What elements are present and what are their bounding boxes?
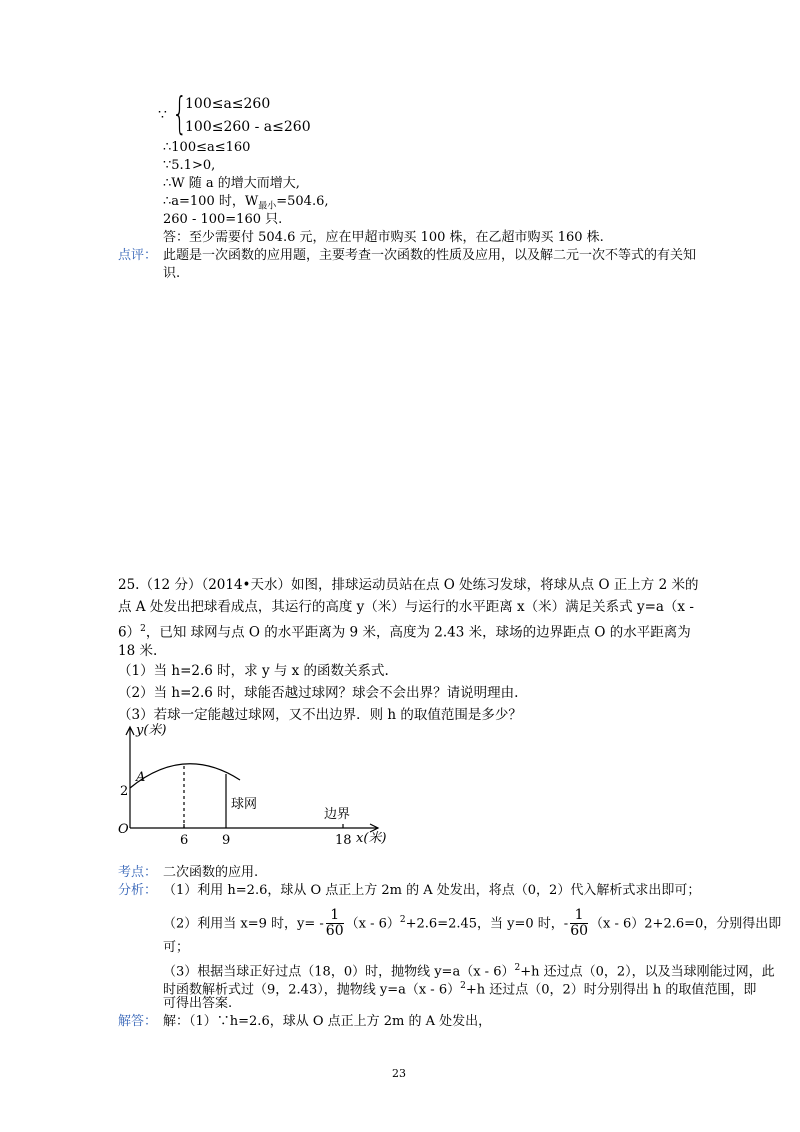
- origin-label: O: [118, 822, 129, 837]
- y-tick-label-2: 2: [120, 784, 129, 799]
- problem-line-2: 点 A 处发出把球看成点，其运行的高度 y（米）与运行的水平距离 x（米）满足关系式 y=a（x -: [118, 599, 694, 615]
- fraction-1-60-b: [570, 908, 588, 939]
- problem-line-4: 18 米.: [118, 643, 158, 659]
- y-axis-arrow: [126, 727, 134, 735]
- problem-line3-post: ，已知 球网与点 O 的水平距离为 9 米，高度为 2.43 米，球场的边界距点 O 的水平距离为: [145, 624, 691, 641]
- p3-a: （3）根据当球正好过点（18，0）时，抛物线 y=a（x - 6）: [163, 964, 515, 980]
- p2-d: （x - 6）2+2.6=0，分别得出即: [590, 916, 782, 932]
- x-axis-label: x(米): [356, 831, 387, 846]
- p2-c: +2.6=2.45，当 y=0 时，-: [405, 916, 569, 932]
- analysis-part-2-end: 可；: [163, 940, 190, 955]
- comment-label: 点评：: [118, 248, 158, 263]
- analysis-part-1: （1）利用 h=2.6，球从 O 点正上方 2m 的 A 处发出，将点（0，2）代入解析式求出即可；: [163, 883, 701, 898]
- solution-line-1: ∴100≤a≤160: [163, 140, 251, 155]
- line4-pre: ∴a=100 时，W: [163, 194, 259, 209]
- because-symbol: ∵: [158, 107, 167, 123]
- p3-b: +h 还过点（0，2），以及当球刚能过网，此: [520, 964, 775, 980]
- question-3: （3）若球一定能越过球网，又不出边界．则 h 的取值范围是多少？: [118, 707, 522, 723]
- trajectory-curve: [130, 764, 240, 788]
- question-2: （2）当 h=2.6 时，球能否越过球网？球会不会出界？请说明理由.: [118, 685, 519, 701]
- kaodian-text: 二次函数的应用.: [163, 865, 259, 880]
- line4-sub: 最小: [258, 201, 277, 212]
- fraction-1-60-a: [326, 908, 344, 939]
- solution-line-2: ∵5.1>0,: [163, 158, 216, 173]
- p2-sup: 2: [399, 915, 406, 925]
- p3-d: +h 还过点（0，2）时分别得出 h 的取值范围，即: [465, 982, 757, 998]
- y-axis-label: y(米): [136, 723, 167, 738]
- frac-num-a: 1: [326, 908, 344, 924]
- p3-sup1: 2: [514, 963, 521, 973]
- jieda-text: 解：（1）∵h=2.6，球从 O 点正上方 2m 的 A 处发出，: [163, 1014, 492, 1029]
- solution-line-5: 260 - 100=160 只.: [163, 212, 283, 227]
- kaodian-label: 考点：: [118, 865, 158, 880]
- point-a-label: A: [136, 770, 146, 785]
- comment-line-1: 此题是一次函数的应用题，主要考查一次函数的性质及应用，以及解二元一次不等式的有关知: [163, 248, 697, 263]
- analysis-part-2: [163, 904, 781, 940]
- x-tick-label-18: 18: [335, 833, 352, 848]
- frac-den-b: 60: [570, 923, 589, 940]
- fenxi-label: 分析：: [118, 883, 158, 898]
- net-label: 球网: [231, 797, 258, 812]
- jieda-label: 解答：: [118, 1014, 158, 1029]
- inequality-line-2: 100≤260 - a≤260: [185, 119, 311, 135]
- analysis-part-3-line3: 可得出答案.: [163, 996, 233, 1011]
- x-tick-label-9: 9: [222, 833, 231, 848]
- p3-sup2: 2: [460, 981, 466, 991]
- frac-den-a: 60: [325, 923, 344, 940]
- problem-line-1: 25.（12 分）（2014•天水）如图，排球运动员站在点 O 处练习发球，将球从点 O 正上方 2 米的: [118, 577, 699, 593]
- problem-line3-pre: 6）: [118, 624, 141, 641]
- line4-post: =504.6,: [276, 194, 329, 209]
- boundary-label: 边界: [324, 807, 351, 822]
- p2-a: （2）利用当 x=9 时，y= -: [163, 916, 324, 932]
- analysis-part-3-line2: [163, 978, 756, 998]
- x-tick-label-6: 6: [180, 833, 189, 848]
- x-axis-arrow: [370, 824, 378, 832]
- p3-c: 时函数解析式过（9，2.43），抛物线 y=a（x - 6）: [163, 982, 461, 998]
- solution-line-3: ∴W 随 a 的增大而增大,: [163, 176, 300, 191]
- page-number: 23: [392, 1067, 406, 1080]
- system-brace: {: [172, 88, 188, 139]
- comment-line-2: 识.: [163, 266, 181, 281]
- answer-line: 答：至少需要付 504.6 元，应在甲超市购买 100 株，在乙超市购买 160 株.: [163, 230, 604, 245]
- problem-line-3: [118, 618, 691, 644]
- p2-b: （x - 6）: [345, 916, 400, 932]
- question-1: （1）当 h=2.6 时，求 y 与 x 的函数关系式.: [118, 663, 389, 679]
- problem-line3-sup: 2: [140, 624, 146, 634]
- inequality-line-1: 100≤a≤260: [185, 96, 271, 112]
- frac-num-b: 1: [570, 908, 588, 924]
